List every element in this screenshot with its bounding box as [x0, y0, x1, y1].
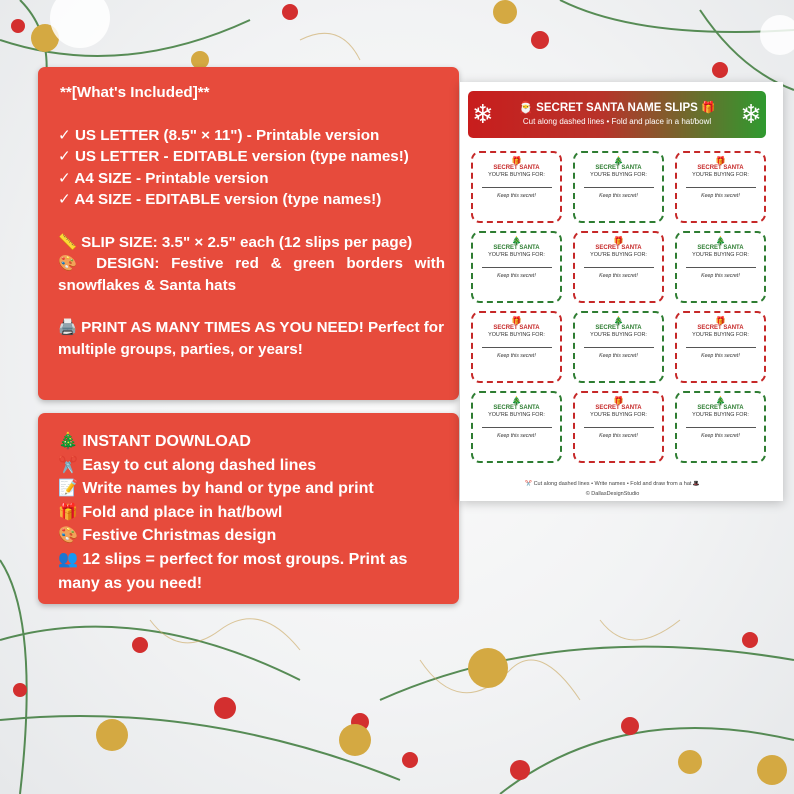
name-slip — [675, 151, 766, 223]
version-item: ✓ A4 SIZE - Printable version — [58, 169, 269, 187]
name-slip — [675, 311, 766, 383]
slip-name-line — [584, 267, 654, 268]
slip-heading: SECRET SANTA — [595, 165, 642, 171]
slip-name-line — [686, 187, 756, 188]
preview-banner — [468, 91, 766, 138]
feature-item: 🎄 INSTANT DOWNLOAD — [58, 433, 251, 450]
slip-footer: Keep this secret! — [497, 193, 536, 199]
slip-heading: SECRET SANTA — [595, 405, 642, 411]
slip-heading: SECRET SANTA — [697, 405, 744, 411]
name-slip — [573, 311, 664, 383]
slip-heading: SECRET SANTA — [697, 245, 744, 251]
gift-icon: 🎁 — [613, 236, 624, 245]
slip-name-line — [482, 187, 552, 188]
version-item: ✓ US LETTER (8.5" × 11") - Printable version — [58, 126, 380, 144]
slip-prompt: YOU'RE BUYING FOR: — [488, 412, 545, 418]
slip-footer: Keep this secret! — [497, 273, 536, 279]
feature-item: 🎨 Festive Christmas design — [58, 527, 277, 545]
name-slip — [471, 151, 562, 223]
slip-footer: Keep this secret! — [701, 193, 740, 199]
whats-included-heading: **[What's Included]** — [60, 84, 210, 101]
slip-size-text: 📏 SLIP SIZE: 3.5" × 2.5" each (12 slips per page) — [58, 233, 413, 251]
slip-name-line — [686, 427, 756, 428]
tree-icon: 🎄 — [511, 236, 522, 245]
slip-prompt: YOU'RE BUYING FOR: — [488, 252, 545, 258]
slip-heading: SECRET SANTA — [493, 325, 540, 331]
design-text: 🎨 DESIGN: Festive red & green borders with snowflakes & Santa hats — [58, 255, 445, 294]
slip-name-line — [584, 187, 654, 188]
name-slip — [675, 391, 766, 463]
tree-icon: 🎄 — [613, 156, 624, 165]
slip-prompt: YOU'RE BUYING FOR: — [590, 412, 647, 418]
slip-prompt: YOU'RE BUYING FOR: — [692, 172, 749, 178]
feature-item: 🎁 Fold and place in hat/bowl — [58, 503, 283, 521]
slip-name-line — [686, 267, 756, 268]
gift-icon: 🎁 — [715, 316, 726, 325]
slip-footer: Keep this secret! — [701, 433, 740, 439]
tree-icon: 🎄 — [715, 396, 726, 405]
slip-heading: SECRET SANTA — [493, 245, 540, 251]
version-item: ✓ A4 SIZE - EDITABLE version (type names!) — [58, 191, 382, 208]
name-slip — [471, 391, 562, 463]
preview-subtitle: Cut along dashed lines • Fold and place in a hat/bowl — [522, 117, 712, 126]
name-slip — [573, 151, 664, 223]
slip-heading: SECRET SANTA — [697, 325, 744, 331]
gift-icon: 🎁 — [613, 396, 624, 405]
gift-icon: 🎁 — [715, 156, 726, 165]
printable-preview-sheet — [460, 82, 783, 501]
slip-prompt: YOU'RE BUYING FOR: — [692, 412, 749, 418]
slip-heading: SECRET SANTA — [697, 165, 744, 171]
slip-footer: Keep this secret! — [701, 353, 740, 359]
tree-icon: 🎄 — [715, 236, 726, 245]
slip-footer: Keep this secret! — [599, 273, 638, 279]
tree-icon: 🎄 — [613, 316, 624, 325]
name-slip — [471, 311, 562, 383]
name-slip — [573, 391, 664, 463]
name-slip — [471, 231, 562, 303]
preview-title: 🎅 SECRET SANTA NAME SLIPS 🎁 — [518, 102, 716, 114]
preview-credit: © DallasDesignStudio — [585, 491, 640, 497]
slip-name-line — [482, 427, 552, 428]
print-text: 🖨️ PRINT AS MANY TIMES AS YOU NEED! Perfect for multiple groups, parties, or years! — [58, 319, 444, 358]
feature-item: ✂️ Easy to cut along dashed lines — [58, 456, 317, 474]
slip-heading: SECRET SANTA — [595, 245, 642, 251]
slip-prompt: YOU'RE BUYING FOR: — [488, 172, 545, 178]
slip-footer: Keep this secret! — [701, 273, 740, 279]
feature-item: 📝 Write names by hand or type and print — [58, 480, 374, 498]
slip-footer: Keep this secret! — [599, 433, 638, 439]
slip-name-line — [686, 347, 756, 348]
slip-name-line — [482, 347, 552, 348]
slip-name-line — [584, 427, 654, 428]
slip-name-line — [482, 267, 552, 268]
slip-footer: Keep this secret! — [497, 433, 536, 439]
version-item: ✓ US LETTER - EDITABLE version (type names!) — [58, 148, 409, 165]
slip-name-line — [584, 347, 654, 348]
feature-item: 👥 12 slips = perfect for most groups. Print as many as you need! — [58, 550, 408, 592]
slip-prompt: YOU'RE BUYING FOR: — [590, 252, 647, 258]
whats-included-panel — [38, 67, 459, 400]
slip-footer: Keep this secret! — [599, 193, 638, 199]
preview-footer-note: ✂️ Cut along dashed lines • Write names • Fold and draw from a hat 🎩 — [525, 481, 700, 487]
slip-heading: SECRET SANTA — [493, 165, 540, 171]
slip-footer: Keep this secret! — [497, 353, 536, 359]
slip-prompt: YOU'RE BUYING FOR: — [590, 332, 647, 338]
name-slip — [675, 231, 766, 303]
slip-prompt: YOU'RE BUYING FOR: — [692, 332, 749, 338]
slip-footer: Keep this secret! — [599, 353, 638, 359]
slip-prompt: YOU'RE BUYING FOR: — [590, 172, 647, 178]
snowflake-icon: ❄ — [472, 99, 494, 129]
gift-icon: 🎁 — [511, 316, 522, 325]
snowflake-icon: ❄ — [740, 99, 762, 129]
slip-heading: SECRET SANTA — [595, 325, 642, 331]
gift-icon: 🎁 — [511, 156, 522, 165]
name-slip — [573, 231, 664, 303]
features-panel — [38, 413, 459, 604]
slip-prompt: YOU'RE BUYING FOR: — [692, 252, 749, 258]
slip-prompt: YOU'RE BUYING FOR: — [488, 332, 545, 338]
slip-heading: SECRET SANTA — [493, 405, 540, 411]
tree-icon: 🎄 — [511, 396, 522, 405]
